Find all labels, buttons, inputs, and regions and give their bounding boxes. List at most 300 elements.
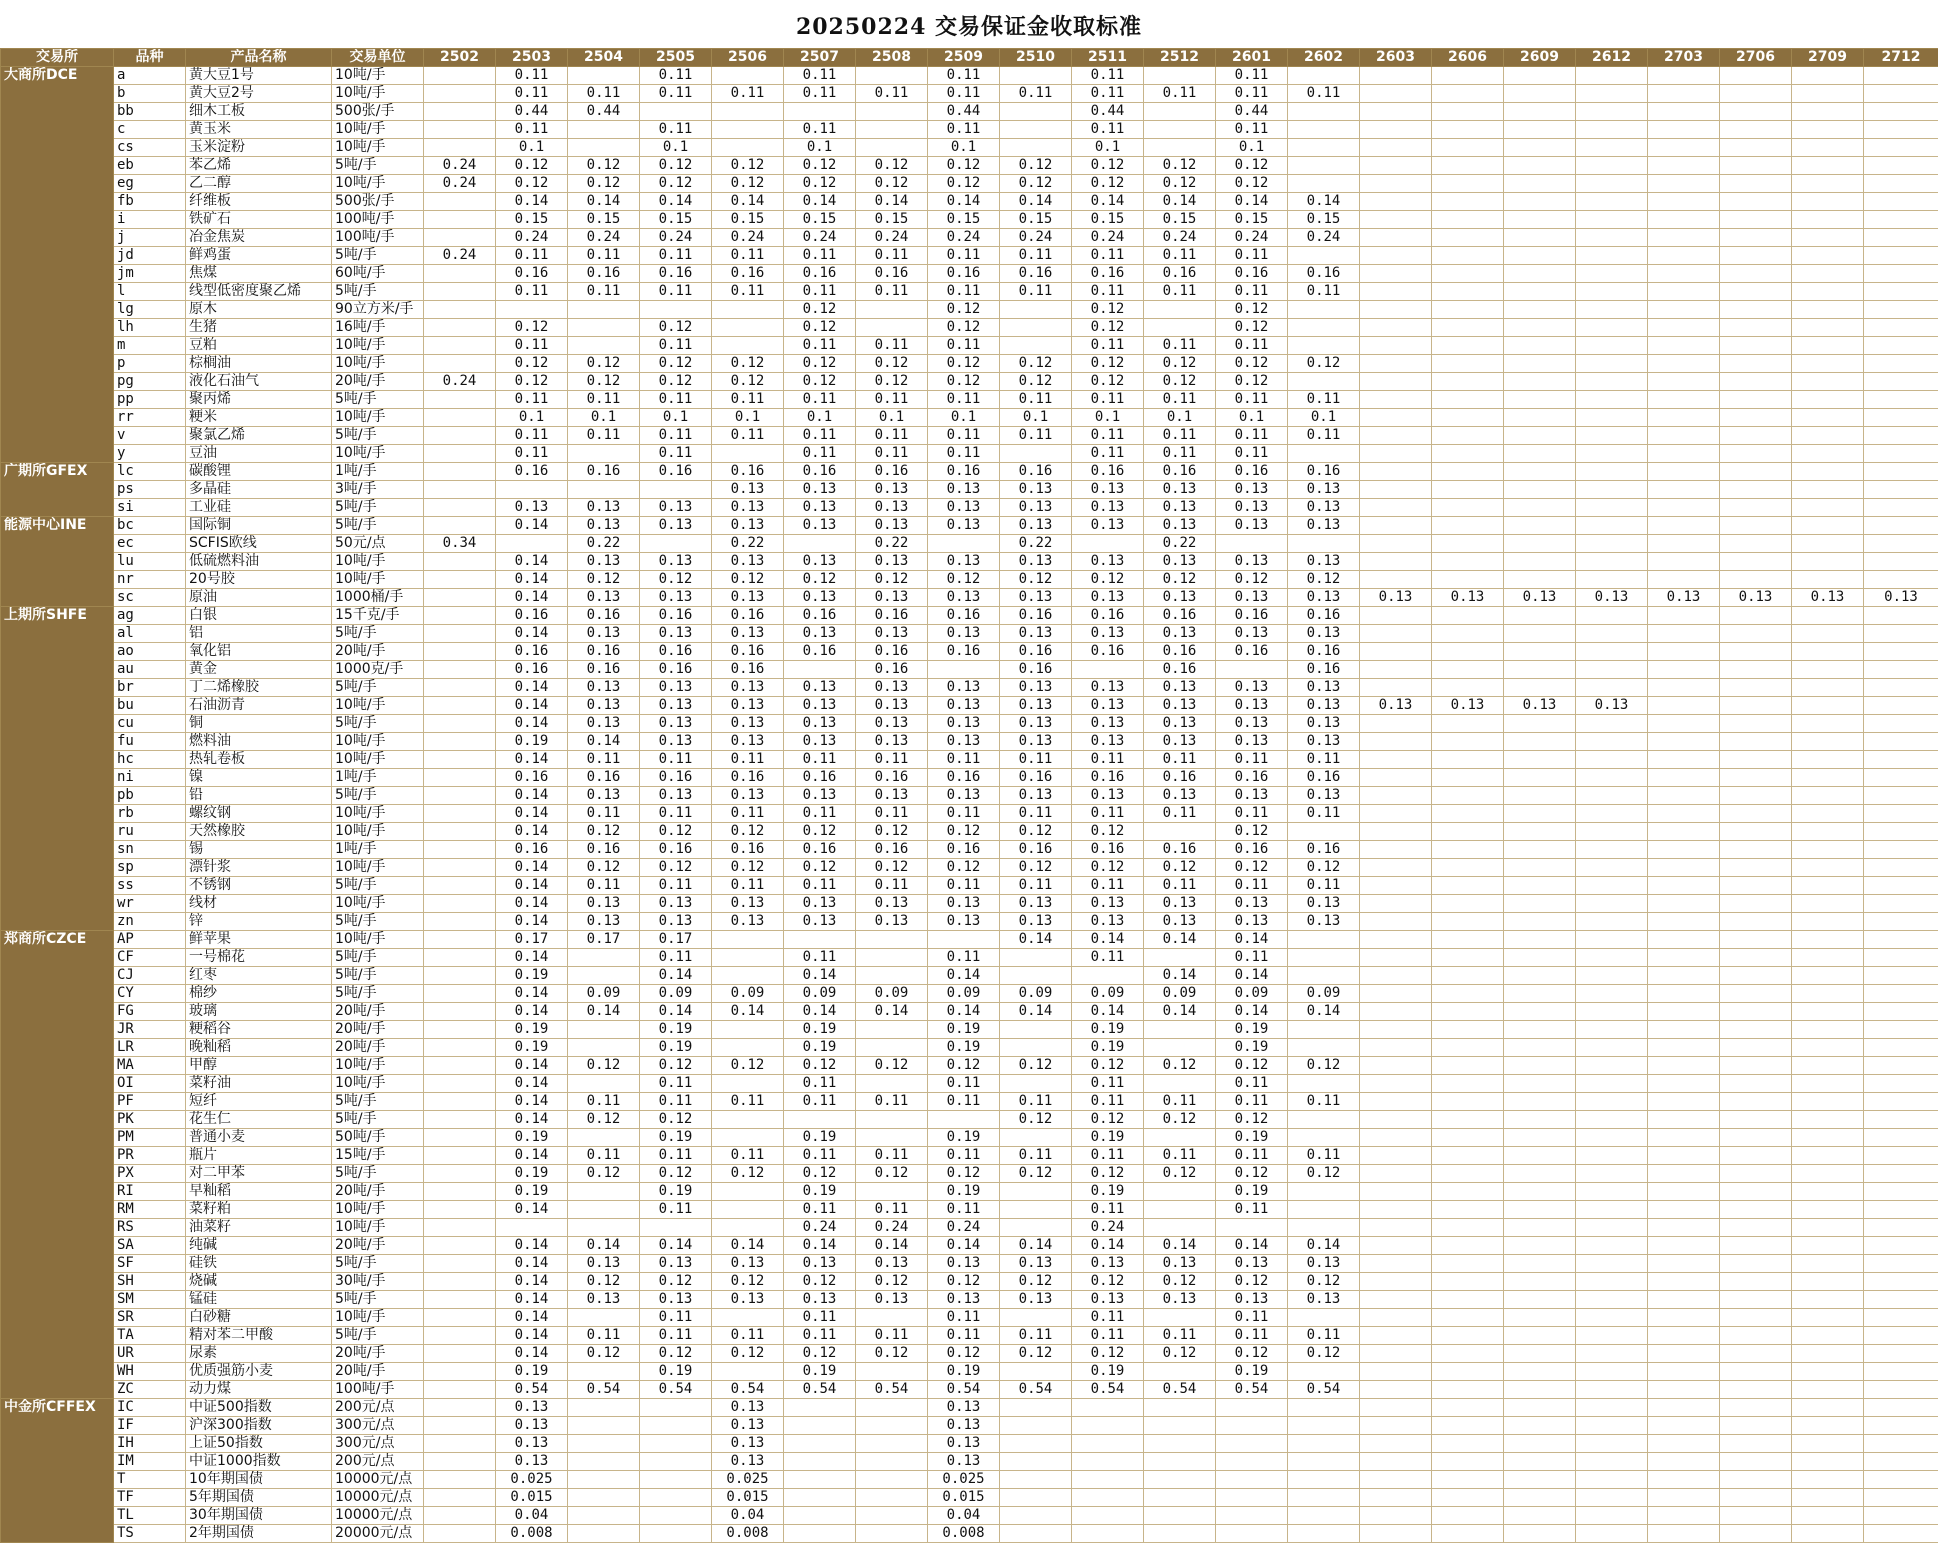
margin-cell[interactable] — [1792, 1201, 1864, 1219]
margin-cell[interactable] — [1648, 121, 1720, 139]
margin-cell[interactable] — [1504, 211, 1576, 229]
margin-cell[interactable] — [1576, 193, 1648, 211]
margin-cell[interactable]: 0.12 — [496, 319, 568, 337]
margin-cell[interactable] — [1576, 661, 1648, 679]
margin-cell[interactable] — [1648, 1111, 1720, 1129]
margin-cell[interactable] — [424, 913, 496, 931]
margin-cell[interactable] — [568, 1309, 640, 1327]
margin-cell[interactable]: 0.11 — [640, 391, 712, 409]
margin-cell[interactable] — [1720, 319, 1792, 337]
margin-cell[interactable]: 0.12 — [712, 571, 784, 589]
margin-cell[interactable] — [1432, 877, 1504, 895]
margin-cell[interactable] — [1576, 679, 1648, 697]
margin-cell[interactable]: 0.14 — [1072, 931, 1144, 949]
margin-cell[interactable] — [1864, 67, 1938, 85]
product-name-cell[interactable]: 油菜籽 — [186, 1219, 332, 1237]
margin-cell[interactable] — [1864, 661, 1938, 679]
product-name-cell[interactable]: 晚籼稻 — [186, 1039, 332, 1057]
margin-cell[interactable]: 0.12 — [928, 1057, 1000, 1075]
margin-cell[interactable] — [1720, 751, 1792, 769]
margin-cell[interactable]: 0.13 — [1288, 697, 1360, 715]
margin-cell[interactable]: 0.13 — [712, 589, 784, 607]
margin-cell[interactable] — [1360, 1093, 1432, 1111]
margin-cell[interactable] — [712, 1039, 784, 1057]
margin-cell[interactable] — [1360, 931, 1432, 949]
margin-cell[interactable]: 0.12 — [1000, 823, 1072, 841]
margin-cell[interactable] — [1000, 1471, 1072, 1489]
margin-cell[interactable]: 0.11 — [1216, 1309, 1288, 1327]
margin-cell[interactable]: 0.1 — [856, 409, 928, 427]
margin-cell[interactable] — [1360, 1309, 1432, 1327]
margin-cell[interactable]: 0.13 — [856, 679, 928, 697]
margin-cell[interactable] — [712, 319, 784, 337]
margin-cell[interactable] — [1720, 1399, 1792, 1417]
margin-cell[interactable] — [1000, 1399, 1072, 1417]
margin-cell[interactable]: 0.11 — [1000, 391, 1072, 409]
margin-cell[interactable] — [1360, 1183, 1432, 1201]
margin-cell[interactable] — [1432, 103, 1504, 121]
margin-cell[interactable]: 0.11 — [1216, 67, 1288, 85]
margin-cell[interactable] — [640, 1435, 712, 1453]
margin-cell[interactable] — [1864, 319, 1938, 337]
margin-cell[interactable] — [1432, 1003, 1504, 1021]
margin-cell[interactable]: 0.11 — [856, 391, 928, 409]
margin-cell[interactable]: 0.13 — [784, 625, 856, 643]
trade-unit-cell[interactable]: 10吨/手 — [332, 1075, 424, 1093]
margin-cell[interactable] — [1360, 553, 1432, 571]
trade-unit-cell[interactable]: 10000元/点 — [332, 1507, 424, 1525]
margin-cell[interactable] — [712, 445, 784, 463]
margin-cell[interactable] — [424, 463, 496, 481]
margin-cell[interactable] — [784, 103, 856, 121]
margin-cell[interactable] — [1792, 553, 1864, 571]
margin-cell[interactable] — [424, 661, 496, 679]
margin-cell[interactable] — [1360, 1435, 1432, 1453]
margin-cell[interactable]: 0.14 — [496, 625, 568, 643]
trade-unit-cell[interactable]: 20吨/手 — [332, 1021, 424, 1039]
margin-cell[interactable] — [1792, 1129, 1864, 1147]
margin-cell[interactable]: 0.12 — [1288, 1165, 1360, 1183]
margin-cell[interactable] — [856, 103, 928, 121]
margin-cell[interactable] — [1504, 769, 1576, 787]
margin-cell[interactable]: 0.16 — [1000, 643, 1072, 661]
margin-cell[interactable] — [1648, 283, 1720, 301]
margin-cell[interactable] — [1720, 1345, 1792, 1363]
margin-cell[interactable] — [1432, 319, 1504, 337]
margin-cell[interactable] — [1864, 427, 1938, 445]
margin-cell[interactable] — [1720, 391, 1792, 409]
margin-cell[interactable]: 0.11 — [1072, 1327, 1144, 1345]
product-code-cell[interactable]: CY — [114, 985, 186, 1003]
margin-cell[interactable] — [1144, 301, 1216, 319]
exchange-cell[interactable]: 郑商所CZCE — [1, 931, 114, 1399]
margin-cell[interactable]: 0.12 — [928, 301, 1000, 319]
margin-cell[interactable] — [1072, 1507, 1144, 1525]
margin-cell[interactable] — [1576, 841, 1648, 859]
margin-cell[interactable]: 0.16 — [1144, 463, 1216, 481]
margin-cell[interactable] — [1576, 1507, 1648, 1525]
margin-cell[interactable] — [1576, 949, 1648, 967]
margin-cell[interactable]: 0.13 — [1000, 517, 1072, 535]
trade-unit-cell[interactable]: 30吨/手 — [332, 1273, 424, 1291]
margin-cell[interactable] — [1504, 841, 1576, 859]
margin-cell[interactable] — [1792, 1165, 1864, 1183]
margin-cell[interactable]: 0.16 — [1000, 769, 1072, 787]
margin-cell[interactable] — [1288, 319, 1360, 337]
product-name-cell[interactable]: 粳稻谷 — [186, 1021, 332, 1039]
margin-cell[interactable]: 0.14 — [1000, 1003, 1072, 1021]
margin-cell[interactable] — [424, 751, 496, 769]
margin-cell[interactable]: 0.15 — [1000, 211, 1072, 229]
margin-cell[interactable] — [1576, 1003, 1648, 1021]
margin-cell[interactable] — [1432, 733, 1504, 751]
margin-cell[interactable]: 0.13 — [1360, 697, 1432, 715]
margin-cell[interactable]: 0.15 — [784, 211, 856, 229]
margin-cell[interactable] — [1432, 1111, 1504, 1129]
margin-cell[interactable] — [1000, 1201, 1072, 1219]
margin-cell[interactable] — [1576, 1273, 1648, 1291]
margin-cell[interactable]: 0.44 — [496, 103, 568, 121]
product-name-cell[interactable]: 苯乙烯 — [186, 157, 332, 175]
product-name-cell[interactable]: 红枣 — [186, 967, 332, 985]
margin-cell[interactable]: 0.04 — [496, 1507, 568, 1525]
margin-cell[interactable] — [1288, 1435, 1360, 1453]
margin-cell[interactable] — [1792, 1147, 1864, 1165]
margin-cell[interactable] — [1864, 805, 1938, 823]
margin-cell[interactable]: 0.14 — [496, 1273, 568, 1291]
margin-cell[interactable]: 0.12 — [568, 571, 640, 589]
margin-cell[interactable] — [784, 1525, 856, 1543]
margin-cell[interactable]: 0.11 — [928, 247, 1000, 265]
trade-unit-cell[interactable]: 300元/点 — [332, 1417, 424, 1435]
margin-cell[interactable] — [1576, 139, 1648, 157]
trade-unit-cell[interactable]: 5吨/手 — [332, 427, 424, 445]
margin-cell[interactable] — [1360, 715, 1432, 733]
margin-cell[interactable] — [1288, 445, 1360, 463]
margin-cell[interactable]: 0.11 — [568, 1147, 640, 1165]
margin-cell[interactable]: 0.11 — [784, 877, 856, 895]
margin-cell[interactable] — [424, 1489, 496, 1507]
margin-cell[interactable]: 0.16 — [1000, 607, 1072, 625]
margin-cell[interactable]: 0.16 — [1288, 607, 1360, 625]
margin-cell[interactable]: 0.14 — [496, 949, 568, 967]
margin-cell[interactable] — [424, 517, 496, 535]
margin-cell[interactable]: 0.14 — [856, 193, 928, 211]
trade-unit-cell[interactable]: 10吨/手 — [332, 751, 424, 769]
trade-unit-cell[interactable]: 10吨/手 — [332, 805, 424, 823]
product-code-cell[interactable]: sn — [114, 841, 186, 859]
margin-cell[interactable]: 0.11 — [1216, 805, 1288, 823]
margin-cell[interactable] — [1360, 859, 1432, 877]
margin-cell[interactable]: 0.11 — [712, 391, 784, 409]
product-name-cell[interactable]: 优质强筋小麦 — [186, 1363, 332, 1381]
margin-cell[interactable]: 0.24 — [424, 247, 496, 265]
margin-cell[interactable]: 0.12 — [856, 823, 928, 841]
margin-cell[interactable]: 0.16 — [496, 769, 568, 787]
product-code-cell[interactable]: TA — [114, 1327, 186, 1345]
margin-cell[interactable] — [1720, 607, 1792, 625]
margin-cell[interactable]: 0.15 — [712, 211, 784, 229]
margin-cell[interactable] — [1504, 499, 1576, 517]
margin-cell[interactable]: 0.14 — [496, 1237, 568, 1255]
trade-unit-cell[interactable]: 10吨/手 — [332, 1309, 424, 1327]
margin-cell[interactable]: 0.13 — [1288, 589, 1360, 607]
margin-cell[interactable]: 0.24 — [1072, 1219, 1144, 1237]
margin-cell[interactable]: 0.54 — [1216, 1381, 1288, 1399]
margin-cell[interactable] — [856, 1435, 928, 1453]
trade-unit-cell[interactable]: 10吨/手 — [332, 355, 424, 373]
margin-cell[interactable]: 0.13 — [1072, 1291, 1144, 1309]
margin-cell[interactable] — [1360, 877, 1432, 895]
margin-cell[interactable]: 0.14 — [496, 1003, 568, 1021]
margin-cell[interactable]: 0.11 — [928, 121, 1000, 139]
margin-cell[interactable]: 0.11 — [1216, 121, 1288, 139]
margin-cell[interactable] — [568, 1075, 640, 1093]
product-name-cell[interactable]: 普通小麦 — [186, 1129, 332, 1147]
margin-cell[interactable]: 0.11 — [568, 391, 640, 409]
margin-cell[interactable] — [784, 1453, 856, 1471]
margin-cell[interactable] — [1792, 229, 1864, 247]
margin-cell[interactable] — [1576, 787, 1648, 805]
product-code-cell[interactable]: IF — [114, 1417, 186, 1435]
margin-cell[interactable]: 0.14 — [1216, 1003, 1288, 1021]
product-name-cell[interactable]: 2年期国债 — [186, 1525, 332, 1543]
margin-cell[interactable] — [1360, 1111, 1432, 1129]
margin-cell[interactable]: 0.13 — [856, 913, 928, 931]
margin-cell[interactable]: 0.12 — [1216, 1165, 1288, 1183]
margin-cell[interactable] — [568, 139, 640, 157]
product-code-cell[interactable]: cs — [114, 139, 186, 157]
margin-cell[interactable] — [1360, 1327, 1432, 1345]
margin-cell[interactable]: 0.12 — [1072, 1165, 1144, 1183]
margin-cell[interactable] — [1288, 103, 1360, 121]
margin-cell[interactable]: 0.16 — [712, 661, 784, 679]
product-name-cell[interactable]: 20号胶 — [186, 571, 332, 589]
margin-cell[interactable] — [1648, 877, 1720, 895]
margin-cell[interactable] — [1720, 1507, 1792, 1525]
margin-cell[interactable] — [1720, 643, 1792, 661]
margin-cell[interactable] — [1720, 931, 1792, 949]
margin-cell[interactable] — [1720, 1381, 1792, 1399]
margin-cell[interactable] — [1000, 1039, 1072, 1057]
margin-cell[interactable] — [1360, 1129, 1432, 1147]
margin-cell[interactable]: 0.13 — [712, 1255, 784, 1273]
margin-cell[interactable]: 0.12 — [1288, 571, 1360, 589]
margin-cell[interactable]: 0.13 — [712, 1399, 784, 1417]
margin-cell[interactable]: 0.54 — [712, 1381, 784, 1399]
margin-cell[interactable]: 0.13 — [496, 499, 568, 517]
product-name-cell[interactable]: 棉纱 — [186, 985, 332, 1003]
product-code-cell[interactable]: WH — [114, 1363, 186, 1381]
product-code-cell[interactable]: b — [114, 85, 186, 103]
margin-cell[interactable]: 0.44 — [928, 103, 1000, 121]
product-name-cell[interactable]: 细木工板 — [186, 103, 332, 121]
margin-cell[interactable] — [1864, 481, 1938, 499]
margin-cell[interactable]: 0.16 — [1288, 841, 1360, 859]
margin-cell[interactable] — [784, 1111, 856, 1129]
margin-cell[interactable]: 0.13 — [712, 1435, 784, 1453]
margin-cell[interactable] — [1648, 661, 1720, 679]
margin-cell[interactable]: 0.16 — [1072, 265, 1144, 283]
margin-cell[interactable]: 0.11 — [1216, 445, 1288, 463]
margin-cell[interactable] — [1576, 1039, 1648, 1057]
margin-cell[interactable] — [1360, 391, 1432, 409]
product-name-cell[interactable]: 短纤 — [186, 1093, 332, 1111]
margin-cell[interactable]: 0.14 — [1216, 967, 1288, 985]
margin-cell[interactable] — [856, 1129, 928, 1147]
margin-cell[interactable]: 0.13 — [712, 715, 784, 733]
margin-cell[interactable] — [1864, 607, 1938, 625]
margin-cell[interactable] — [1792, 265, 1864, 283]
margin-cell[interactable]: 0.12 — [1288, 859, 1360, 877]
margin-cell[interactable]: 0.12 — [568, 859, 640, 877]
margin-cell[interactable]: 0.11 — [784, 1327, 856, 1345]
margin-cell[interactable] — [1864, 1219, 1938, 1237]
margin-cell[interactable]: 0.13 — [1144, 625, 1216, 643]
margin-cell[interactable] — [1576, 715, 1648, 733]
margin-cell[interactable]: 0.12 — [1000, 1111, 1072, 1129]
margin-cell[interactable] — [1720, 247, 1792, 265]
margin-cell[interactable]: 0.13 — [640, 553, 712, 571]
margin-cell[interactable] — [1144, 1183, 1216, 1201]
margin-cell[interactable] — [1648, 445, 1720, 463]
margin-cell[interactable] — [1720, 229, 1792, 247]
margin-cell[interactable] — [1648, 409, 1720, 427]
margin-cell[interactable]: 0.13 — [640, 1291, 712, 1309]
margin-cell[interactable]: 0.09 — [1072, 985, 1144, 1003]
margin-cell[interactable] — [424, 985, 496, 1003]
margin-cell[interactable]: 0.12 — [856, 1273, 928, 1291]
margin-cell[interactable]: 0.16 — [1000, 661, 1072, 679]
margin-cell[interactable]: 0.13 — [496, 1435, 568, 1453]
margin-cell[interactable] — [1144, 1129, 1216, 1147]
margin-cell[interactable] — [1720, 265, 1792, 283]
product-code-cell[interactable]: br — [114, 679, 186, 697]
margin-cell[interactable]: 0.09 — [1288, 985, 1360, 1003]
margin-cell[interactable]: 0.14 — [784, 1003, 856, 1021]
margin-cell[interactable] — [1288, 1309, 1360, 1327]
margin-cell[interactable]: 0.12 — [928, 175, 1000, 193]
margin-cell[interactable]: 0.12 — [1144, 1057, 1216, 1075]
margin-cell[interactable] — [1792, 535, 1864, 553]
margin-cell[interactable] — [1864, 517, 1938, 535]
margin-cell[interactable] — [1864, 121, 1938, 139]
margin-cell[interactable]: 0.13 — [856, 589, 928, 607]
margin-cell[interactable]: 0.13 — [640, 787, 712, 805]
margin-cell[interactable] — [1432, 1165, 1504, 1183]
margin-cell[interactable] — [1864, 85, 1938, 103]
margin-cell[interactable]: 0.17 — [568, 931, 640, 949]
margin-cell[interactable]: 0.13 — [1216, 499, 1288, 517]
margin-cell[interactable] — [1864, 931, 1938, 949]
margin-cell[interactable] — [1288, 1399, 1360, 1417]
product-code-cell[interactable]: fb — [114, 193, 186, 211]
margin-cell[interactable]: 0.12 — [1144, 859, 1216, 877]
margin-cell[interactable] — [1360, 949, 1432, 967]
margin-cell[interactable]: 0.12 — [640, 1165, 712, 1183]
margin-cell[interactable] — [1432, 139, 1504, 157]
margin-cell[interactable]: 0.12 — [1216, 1057, 1288, 1075]
margin-cell[interactable]: 0.11 — [928, 85, 1000, 103]
margin-cell[interactable]: 0.13 — [1288, 553, 1360, 571]
margin-cell[interactable]: 0.13 — [712, 787, 784, 805]
margin-cell[interactable] — [1504, 1057, 1576, 1075]
margin-cell[interactable]: 0.11 — [928, 805, 1000, 823]
product-code-cell[interactable]: ru — [114, 823, 186, 841]
margin-cell[interactable] — [1000, 1129, 1072, 1147]
margin-cell[interactable] — [1576, 535, 1648, 553]
margin-cell[interactable] — [1792, 1255, 1864, 1273]
margin-cell[interactable] — [1792, 571, 1864, 589]
margin-cell[interactable]: 0.11 — [496, 283, 568, 301]
margin-cell[interactable]: 0.14 — [496, 787, 568, 805]
margin-cell[interactable] — [1648, 733, 1720, 751]
product-code-cell[interactable]: ao — [114, 643, 186, 661]
margin-cell[interactable]: 0.12 — [1072, 859, 1144, 877]
margin-cell[interactable]: 0.11 — [856, 751, 928, 769]
product-code-cell[interactable]: wr — [114, 895, 186, 913]
margin-cell[interactable] — [1504, 139, 1576, 157]
trade-unit-cell[interactable]: 10吨/手 — [332, 859, 424, 877]
margin-cell[interactable] — [1648, 337, 1720, 355]
margin-cell[interactable] — [1432, 661, 1504, 679]
trade-unit-cell[interactable]: 10吨/手 — [332, 1201, 424, 1219]
product-name-cell[interactable]: 聚丙烯 — [186, 391, 332, 409]
margin-cell[interactable] — [1000, 139, 1072, 157]
margin-cell[interactable]: 0.13 — [1288, 517, 1360, 535]
margin-cell[interactable] — [1360, 481, 1432, 499]
margin-cell[interactable]: 0.16 — [496, 265, 568, 283]
margin-cell[interactable] — [712, 121, 784, 139]
margin-cell[interactable]: 0.16 — [856, 463, 928, 481]
margin-cell[interactable] — [1864, 1453, 1938, 1471]
trade-unit-cell[interactable]: 20吨/手 — [332, 1039, 424, 1057]
margin-cell[interactable] — [1504, 103, 1576, 121]
margin-cell[interactable] — [1720, 787, 1792, 805]
margin-cell[interactable] — [1648, 895, 1720, 913]
margin-cell[interactable] — [1144, 1525, 1216, 1543]
margin-cell[interactable] — [1216, 1417, 1288, 1435]
margin-cell[interactable] — [1360, 1525, 1432, 1543]
header-exchange[interactable]: 交易所 — [1, 49, 114, 67]
margin-cell[interactable]: 0.14 — [1144, 1237, 1216, 1255]
margin-cell[interactable] — [1720, 283, 1792, 301]
margin-cell[interactable] — [1720, 625, 1792, 643]
margin-cell[interactable] — [784, 1507, 856, 1525]
product-code-cell[interactable]: rr — [114, 409, 186, 427]
margin-cell[interactable]: 0.11 — [856, 337, 928, 355]
margin-cell[interactable] — [424, 319, 496, 337]
margin-cell[interactable] — [1504, 247, 1576, 265]
margin-cell[interactable] — [1576, 931, 1648, 949]
product-code-cell[interactable]: i — [114, 211, 186, 229]
margin-cell[interactable] — [1864, 967, 1938, 985]
product-name-cell[interactable]: 国际铜 — [186, 517, 332, 535]
margin-cell[interactable] — [1792, 283, 1864, 301]
margin-cell[interactable] — [1504, 301, 1576, 319]
product-name-cell[interactable]: 铜 — [186, 715, 332, 733]
margin-cell[interactable]: 0.13 — [1144, 481, 1216, 499]
margin-cell[interactable] — [640, 1399, 712, 1417]
margin-cell[interactable] — [1432, 481, 1504, 499]
margin-cell[interactable] — [1864, 913, 1938, 931]
margin-cell[interactable] — [1144, 1417, 1216, 1435]
product-code-cell[interactable]: ag — [114, 607, 186, 625]
margin-cell[interactable] — [1720, 697, 1792, 715]
product-name-cell[interactable]: 豆粕 — [186, 337, 332, 355]
margin-cell[interactable] — [1000, 1507, 1072, 1525]
margin-cell[interactable]: 0.17 — [496, 931, 568, 949]
